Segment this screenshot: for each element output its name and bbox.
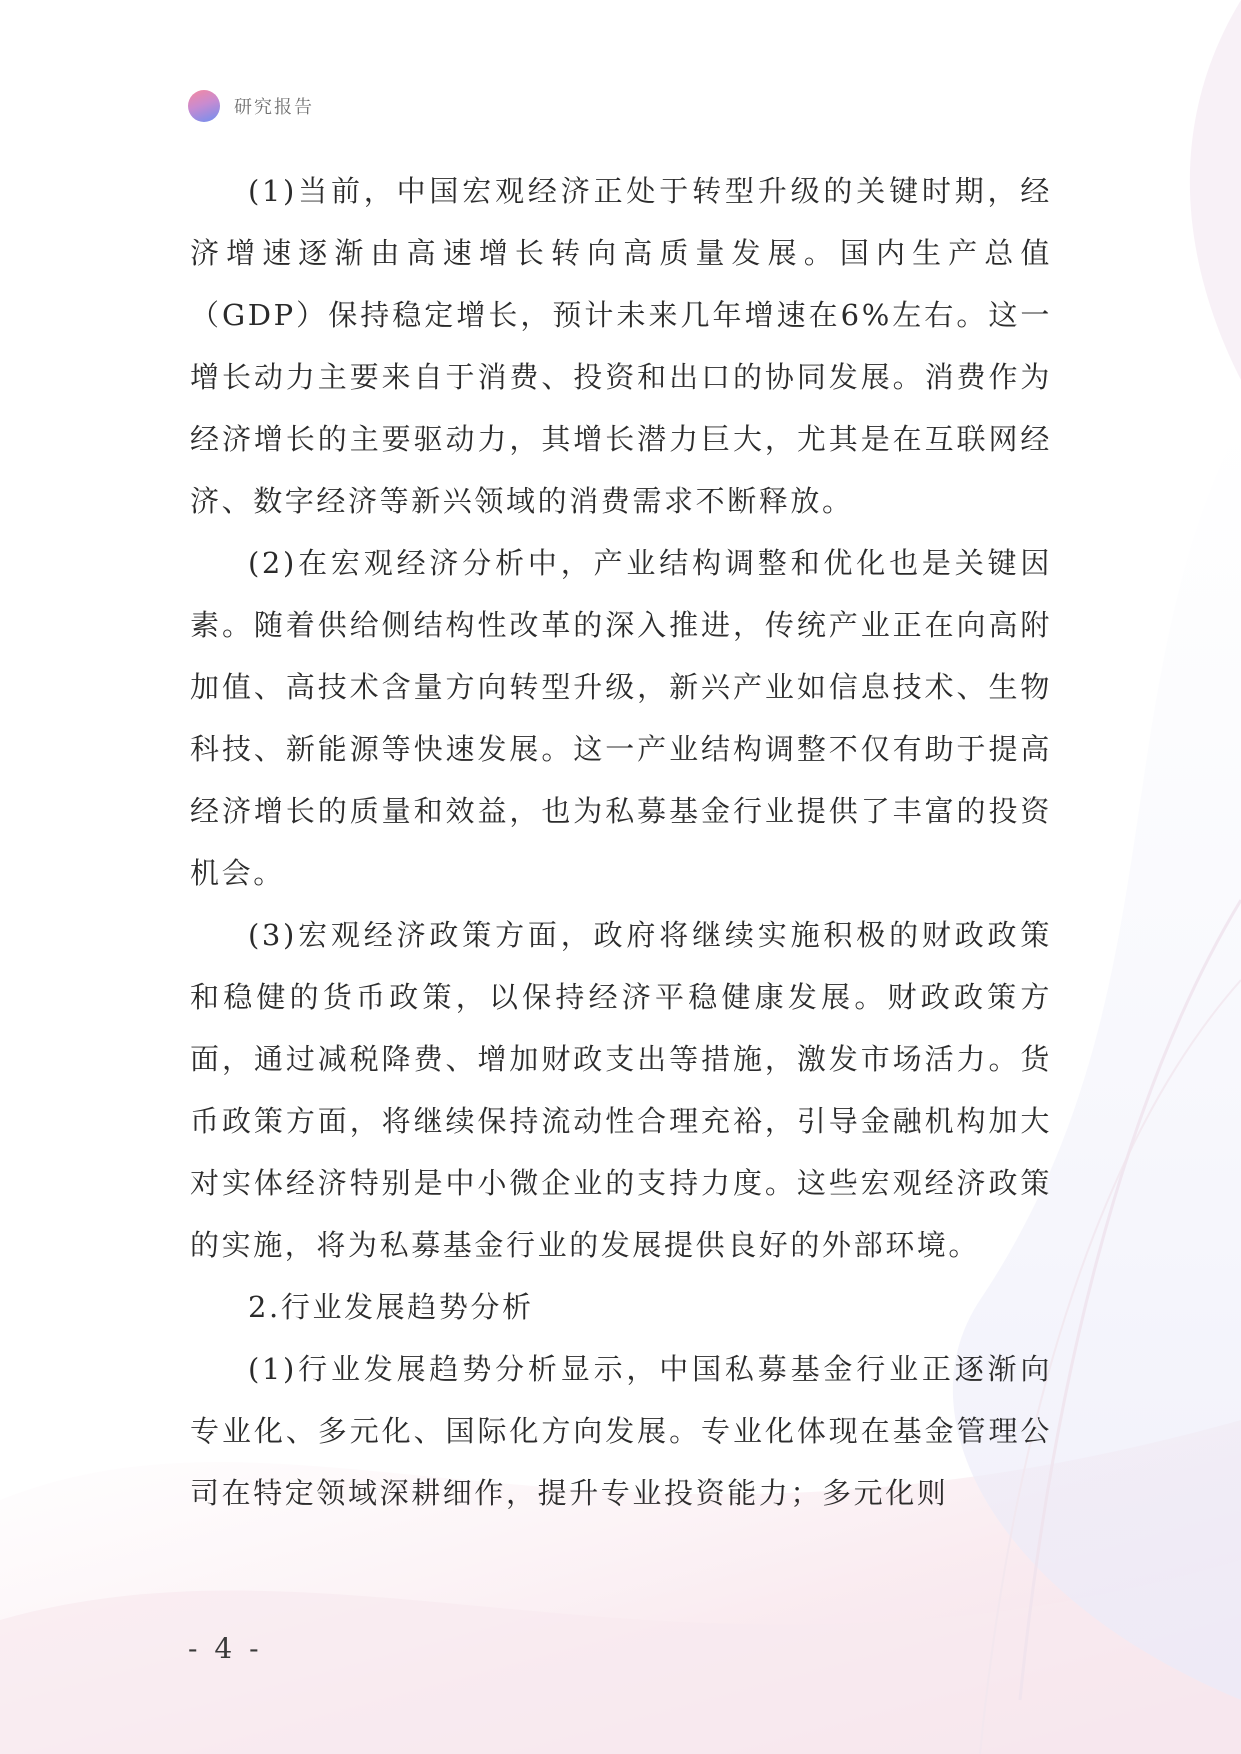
section-heading: 2.行业发展趋势分析 [248,1290,534,1324]
logo-icon [188,90,220,122]
paragraph-3: (3)宏观经济政策方面，政府将继续实施积极的财政政策和稳健的货币政策，以保持经济平稳健康发展。财政政策方面，通过减税降费、增加财政支出等措施，激发市场活力。货币政策方面，将继续保持流动性合理充裕，引导金融机构加大对实体经济特别是中小微企业的支持力度。这些宏观经济政策的实施，将为私募基金行业的发展提供良好的外部环境。 [190,918,1052,1262]
document-body [190,160,1052,1524]
paragraph-2: (2)在宏观经济分析中，产业结构调整和优化也是关键因素。随着供给侧结构性改革的深入推进，传统产业正在向高附加值、高技术含量方向转型升级，新兴产业如信息技术、生物科技、新能源等快速发展。这一产业结构调整不仅有助于提高经济增长的质量和效益，也为私募基金行业提供了丰富的投资机会。 [190,546,1052,890]
report-header [188,89,314,123]
paragraph-1: (1)当前，中国宏观经济正处于转型升级的关键时期，经济增速逐渐由高速增长转向高质量发展。国内生产总值（GDP）保持稳定增长，预计未来几年增速在6%左右。这一增长动力主要来自于消费、投资和出口的协同发展。消费作为经济增长的主要驱动力，其增长潜力巨大，尤其是在互联网经济、数字经济等新兴领域的消费需求不断释放。 [190,174,1052,518]
header-title: 研究报告 [234,97,314,118]
section-paragraph-1: (1)行业发展趋势分析显示，中国私募基金行业正逐渐向专业化、多元化、国际化方向发展。专业化体现在基金管理公司在特定领域深耕细作，提升专业投资能力；多元化则 [190,1352,1052,1510]
page-number: - 4 - [188,1632,263,1665]
